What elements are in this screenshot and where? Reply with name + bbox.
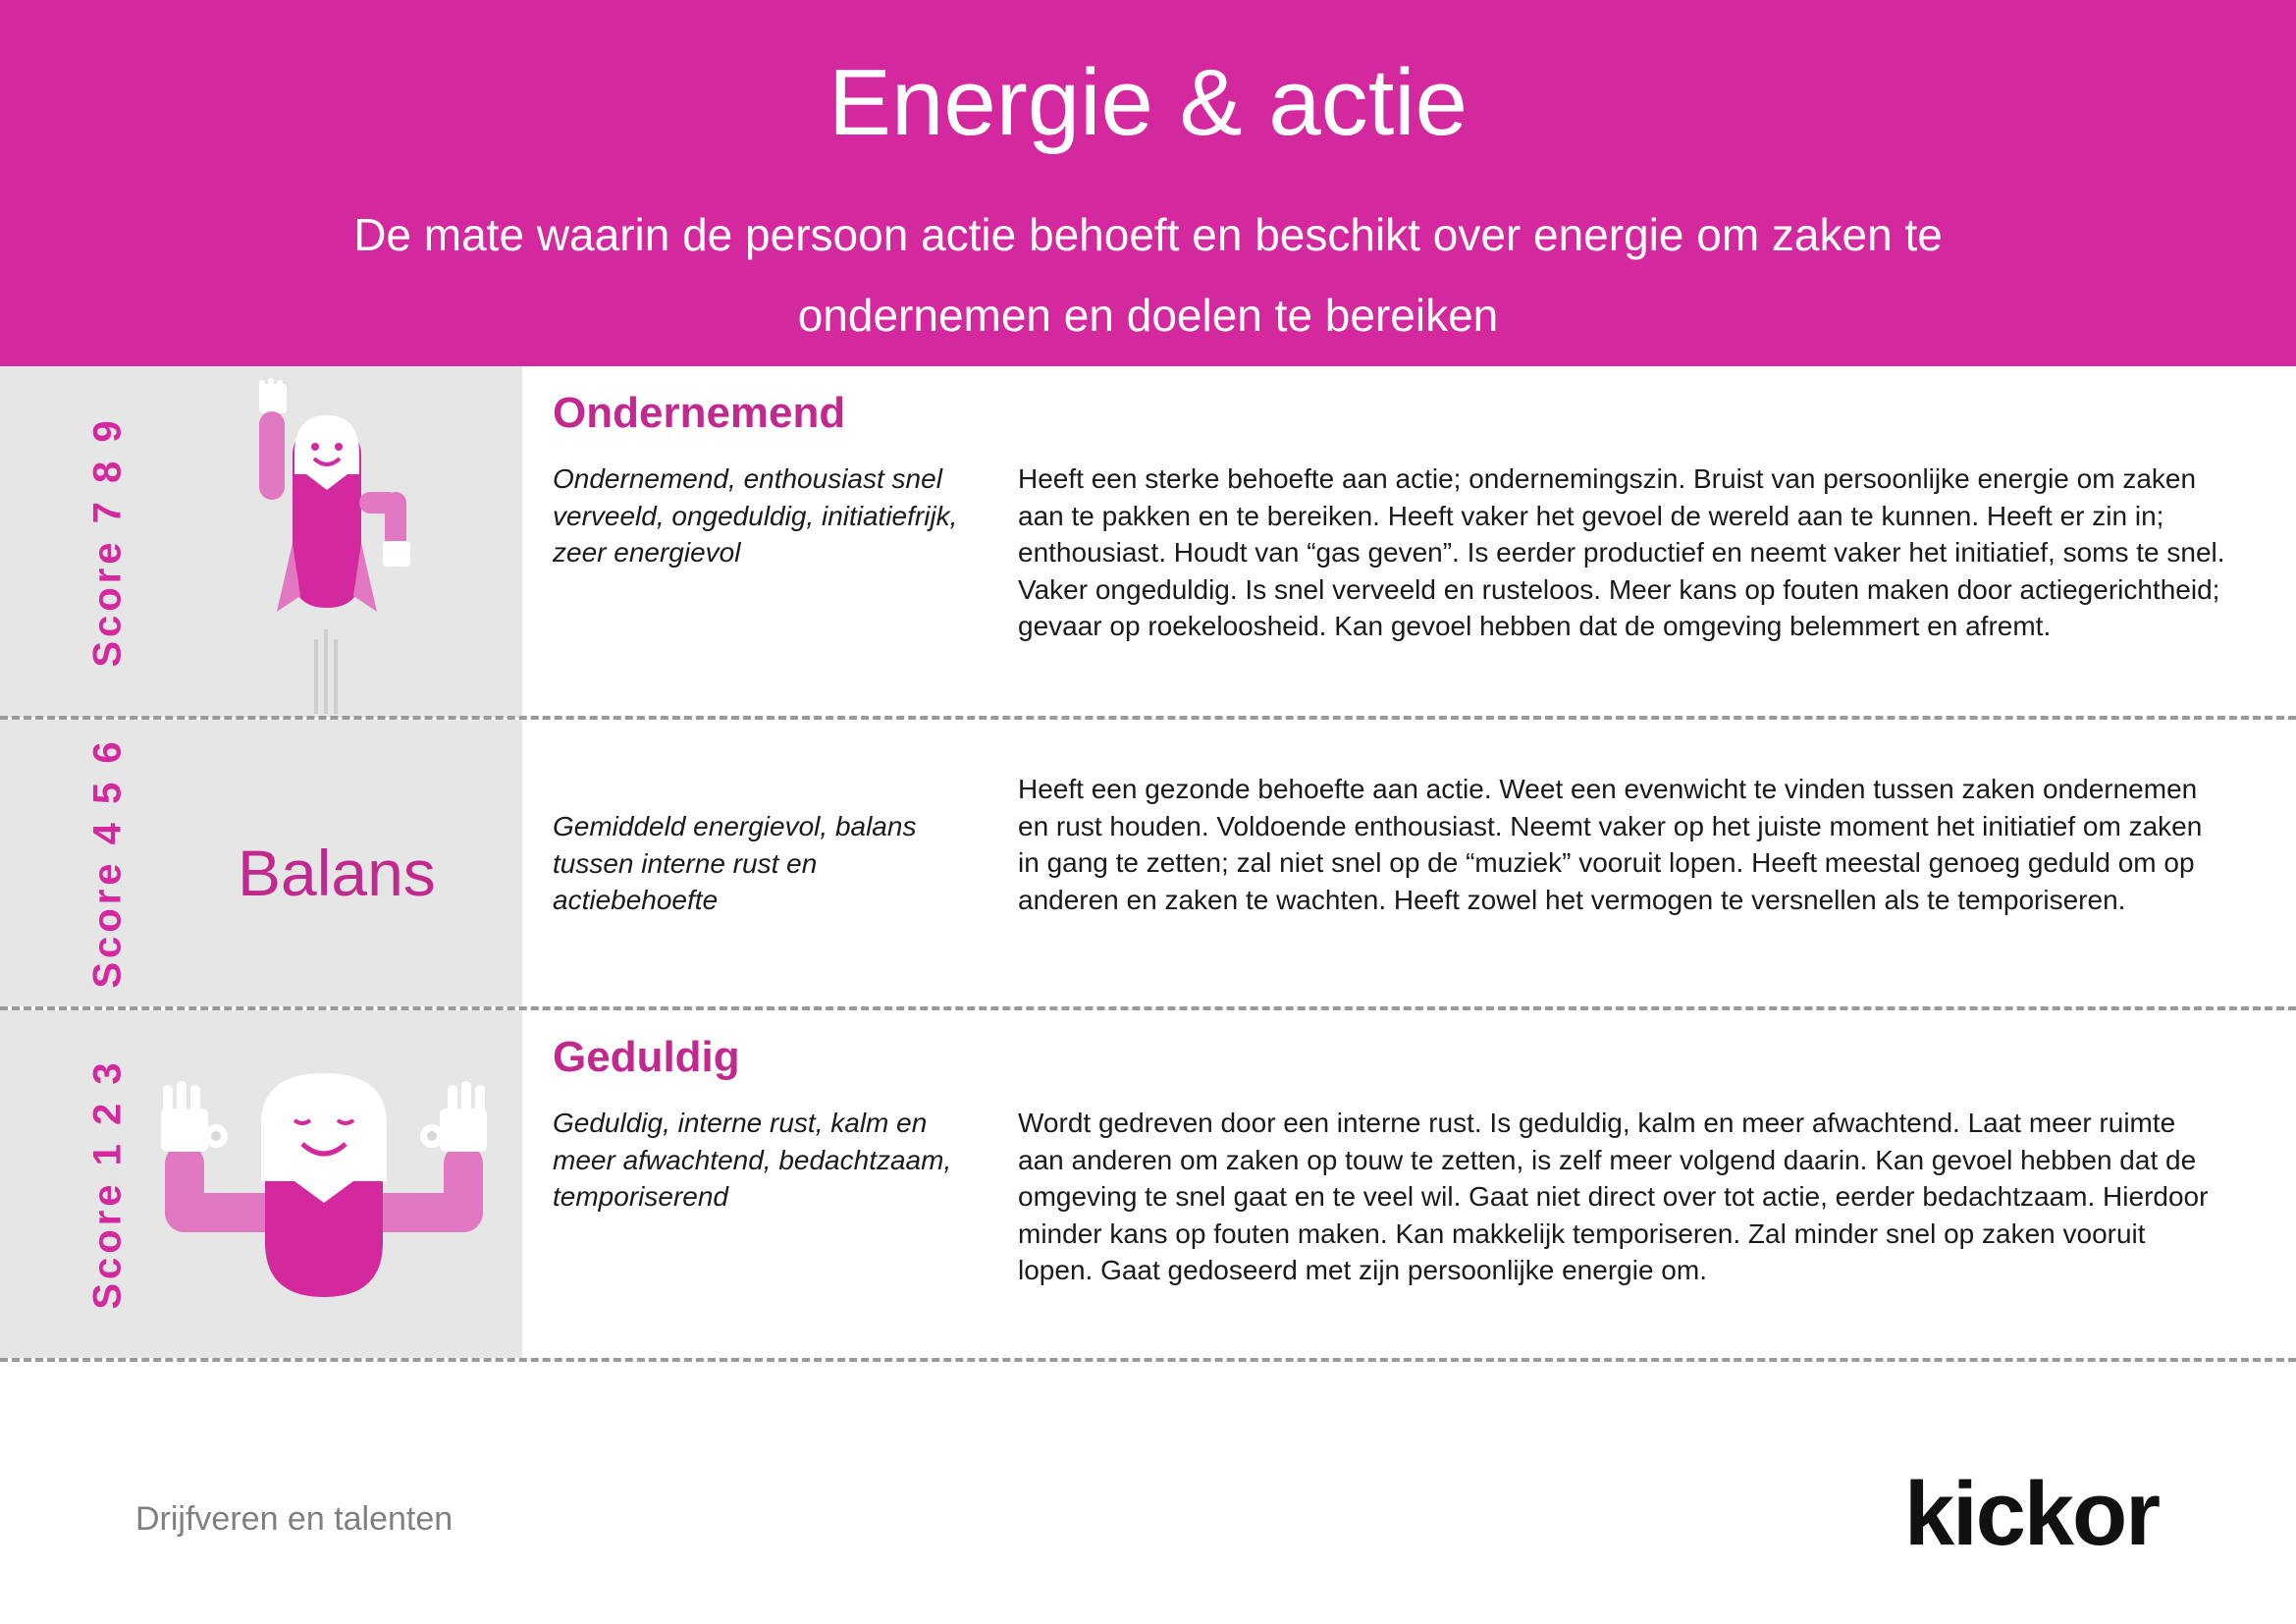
row-heading: Ondernemend	[553, 389, 846, 437]
kickor-logo: kickor	[1904, 1464, 2160, 1564]
rocket-figure-icon	[216, 376, 412, 720]
footer-text: Drijfveren en talenten	[135, 1500, 454, 1538]
score-row-mid	[0, 720, 2296, 1006]
score-sidebar	[0, 1010, 522, 1358]
page-subtitle: De mate waarin de persoon actie behoeft en beschikt over energie om zaken te ondernemen en doelen te bereiken	[353, 209, 1943, 341]
balans-label: Balans	[238, 837, 436, 909]
score-row-high	[0, 366, 2296, 718]
score-row-low	[0, 1010, 2296, 1358]
page-title: Energie & actie	[828, 50, 1468, 155]
row-description: Wordt gedreven door een interne rust. Is geduldig, kalm en meer afwachtend. Laat meer ruimte aan anderen om zaken op touw te zetten, is zelf meer volgend daarin. Kan gevoel hebben dat de omgeving te snel gaat en te veel wil. Gaat niet direct over tot actie, eerder bedachtzaam. Hierdoor minder kans op fouten maken. Kan makkelijk temporiseren. Zal minder snel op zaken vooruit lopen. Gaat gedoseerd met zijn persoonlijke energie om.	[1018, 1108, 2209, 1285]
row-keywords: Geduldig, interne rust, kalm en meer afwachtend, bedachtzaam, temporiserend	[553, 1108, 952, 1212]
row-description: Heeft een sterke behoefte aan actie; ondernemingszin. Bruist van persoonlijke energie om zaken aan te pakken en te bereiken. Heeft vaker het gevoel de wereld aan te kunnen. Heeft er zin in; enthousiast. Houdt van “gas geven”. Is eerder productief en neemt vaker het initiatief, soms te snel. Vaker ongeduldig. Is snel verveeld en rusteloos. Meer kans op fouten maken door actiegerichtheid; gevaar op roekeloosheid. Kan gevoel hebben dat de omgeving belemmert en afremt.	[1018, 463, 2225, 641]
score-sidebar	[0, 366, 522, 718]
row-divider	[0, 1358, 2296, 1362]
meditating-figure-icon	[157, 1065, 491, 1301]
score-label: Score 4 5 6	[85, 737, 130, 989]
row-keywords: Gemiddeld energievol, balans tussen interne rust en actiebehoefte	[553, 811, 917, 915]
score-label: Score 1 2 3	[85, 1058, 130, 1310]
score-label: Score 7 8 9	[85, 416, 130, 668]
row-description: Heeft een gezonde behoefte aan actie. Weet een evenwicht te vinden tussen zaken ondernemen en rust houden. Voldoende enthousiast. Neemt vaker op het juiste moment het initiatief om zaken in gang te zetten; zal niet snel op de “muziek” vooruit lopen. Heeft meestal genoeg geduld om op anderen en zaken te wachten. Heeft zowel het vermogen te versnellen als te temporiseren.	[1018, 774, 2203, 915]
header-banner	[0, 0, 2296, 366]
score-sidebar	[0, 720, 522, 1006]
row-keywords: Ondernemend, enthousiast snel verveeld, ongeduldig, initiatiefrijk, zeer energievol	[553, 463, 958, 568]
row-heading: Geduldig	[553, 1033, 740, 1081]
